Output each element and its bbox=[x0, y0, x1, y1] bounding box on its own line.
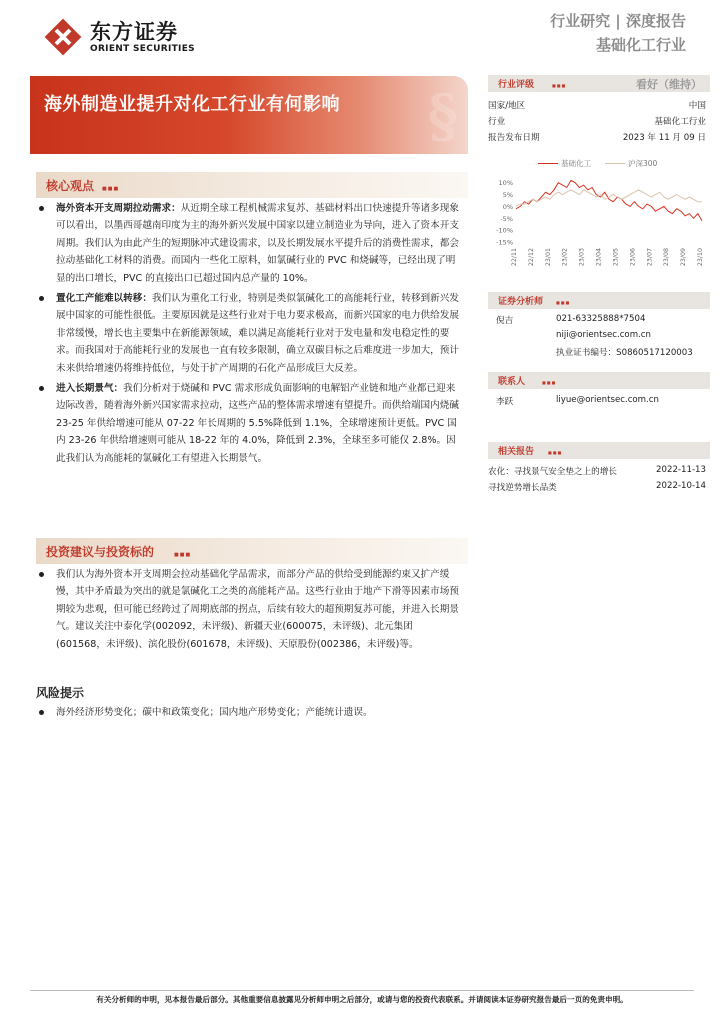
core-heading: 核心观点 bbox=[46, 179, 95, 193]
x-tick-label: 23/07 bbox=[646, 248, 654, 267]
y-tick-label: -10% bbox=[496, 226, 513, 235]
x-tick-label: 23/09 bbox=[680, 248, 688, 267]
title-banner bbox=[30, 76, 468, 154]
contact-email[interactable]: liyue@orientsec.com.cn bbox=[556, 395, 659, 405]
dots-decoration: ■■■ bbox=[542, 380, 557, 385]
legend-label: 基础化工 bbox=[561, 159, 591, 168]
chart-legend bbox=[538, 158, 657, 169]
x-tick-label: 23/10 bbox=[697, 248, 704, 267]
x-tick-label: 23/04 bbox=[595, 248, 603, 267]
invest-bullet-text: 我们认为海外资本开支周期会拉动基础化学品需求，而部分产品的供给受到能源约束又扩产缓慢，其中矛盾最为突出的就是氯碱化工之类的高能耗产品。这些行业由于地产下滑等因素市场预期较为悲观，但可能已经跨过了周期底部的拐点，后续有较大的超预期复苏可能，并进入长期景气。建议关注中泰化学(002092，未评级)、新疆天业(600075，未评级)、北元集团(601568，未评级)、滨化股份(601678，未评级)、天原股份(002386，未评级)等。 bbox=[56, 569, 459, 650]
info-key: 报告发布日期 bbox=[488, 133, 540, 143]
core-bullet-lead: 置化工产能难以转移： bbox=[56, 293, 152, 305]
rating-bar bbox=[488, 75, 710, 92]
legend-swatch bbox=[605, 163, 625, 164]
x-tick-label: 22/11 bbox=[511, 248, 518, 267]
invest-heading: 投资建议与投资标的 bbox=[46, 545, 155, 559]
analyst-email[interactable]: niji@orientsec.com.cn bbox=[556, 330, 651, 340]
core-section-header bbox=[36, 172, 468, 198]
report-category: 行业研究 | 深度报告 bbox=[550, 12, 686, 30]
series-line-0 bbox=[516, 180, 702, 220]
invest-section-header bbox=[36, 538, 468, 564]
x-tick-label: 23/03 bbox=[578, 248, 586, 267]
dots-decoration: ■■■ bbox=[102, 186, 120, 192]
info-value: 2023 年 11 月 09 日 bbox=[622, 133, 706, 143]
logo-mark-icon bbox=[44, 18, 82, 56]
info-row bbox=[488, 99, 706, 111]
dots-decoration: ■■■ bbox=[556, 300, 571, 305]
core-bullet-text: 从近期全球工程机械需求复苏、基础材料出口快速提升等诸多现象可以看出，以墨西哥越南印度为主的海外新兴发展中国家以建立制造业为导向，进入了资本开支周期。我们认为由此产生的短期脉冲式建设需求，以及长期发展水平提升后的消费性需求，都会拉动基础化工材料的消费。而国内一些化工原料，如氯碱行业的 PVC 和烧碱等，已经出现了明显的出口增长，PVC 的直接出口已超过国内总产量的 10%。 bbox=[56, 203, 459, 284]
dots-decoration: ■■■ bbox=[174, 552, 192, 558]
x-tick-label: 23/01 bbox=[544, 248, 552, 267]
info-value: 中国 bbox=[688, 101, 706, 111]
core-bullet bbox=[36, 290, 462, 377]
footer-divider bbox=[30, 990, 694, 991]
analyst-phone: 021-63325888*7504 bbox=[556, 314, 646, 324]
rating-value: 看好（维持） bbox=[636, 78, 702, 91]
risk-heading: 风险提示 bbox=[36, 686, 85, 700]
info-key: 行业 bbox=[488, 117, 506, 127]
report-type bbox=[550, 10, 686, 58]
core-bullet-lead: 进入长期景气： bbox=[56, 383, 124, 395]
analyst-name: 倪吉 bbox=[496, 316, 514, 326]
x-tick-label: 23/05 bbox=[612, 248, 620, 267]
analyst-label: 证券分析师 bbox=[498, 297, 544, 307]
core-bullet-text: 我们认为重化工行业，特别是类似氯碱化工的高能耗行业，转移到新兴发展中国家的可能性很低。主要原因就是这些行业对于电力要求极高，而新兴国家的电力供给发展非常缓慢，增长也主要集中在新能源领域，难以满足高能耗行业对于发电量和发电稳定性的要求。而我国对于高能耗行业的发展也一直有较多限制，确立双碳目标之后难度进一步加大，预计未来供给增速仍将维持低位，与处于扩产周期的石化产品形成巨大反差。 bbox=[56, 293, 459, 374]
banner-decoration: § bbox=[427, 82, 458, 150]
core-bullet-text: 我们分析对于烧碱和 PVC 需求形成负面影响的电解铝产业链和地产业都已迎来边际改善，随着海外新兴国家需求拉动，这些产品的整体需求增速有望提升。而供给端国内烧碱 23-25 年供给增速可能从 07-22 年长周期的 5.5%降低到 1.1%，全球增速预计更低。PVC 国内 23-26 年供给增速则可能从 18-22 年的 4.0%，降低到 2.3%，全球至多可能仅 2.8%。因此我们认为高能耗的氯碱化工有望进入长期景气。 bbox=[56, 383, 459, 464]
report-industry: 基础化工行业 bbox=[595, 36, 686, 54]
info-row bbox=[488, 115, 706, 127]
risk-bullet bbox=[36, 704, 462, 721]
y-tick-label: -5% bbox=[500, 214, 513, 223]
legend-label: 沪深300 bbox=[628, 159, 658, 168]
legend-swatch bbox=[538, 163, 558, 164]
analyst-bar bbox=[488, 292, 710, 309]
related-report-row[interactable] bbox=[488, 465, 706, 477]
x-tick-label: 22/12 bbox=[527, 248, 535, 267]
risk-bullet-text: 海外经济形势变化；碳中和政策变化；国内地产形势变化；产能统计遗误。 bbox=[56, 707, 373, 718]
related-report-date: 2022-11-13 bbox=[656, 465, 706, 475]
y-tick-label: 5% bbox=[502, 191, 513, 200]
rating-label: 行业评级 bbox=[498, 80, 535, 90]
related-report-date: 2022-10-14 bbox=[656, 481, 706, 491]
info-key: 国家/地区 bbox=[488, 101, 526, 111]
performance-chart bbox=[488, 170, 710, 282]
footer-disclaimer: 有关分析师的申明，见本报告最后部分。其他重要信息披露见分析师申明之后部分，或请与您的投资代表联系。并请阅读本证券研究报告最后一页的免责申明。 bbox=[96, 995, 628, 1004]
risk-bullets bbox=[36, 704, 462, 724]
core-bullet-lead: 海外资本开支周期拉动需求： bbox=[56, 203, 181, 214]
core-bullet bbox=[36, 200, 462, 287]
analyst-cert: 执业证书编号：S0860517120003 bbox=[556, 348, 693, 358]
logo-name-cn: 东方证券 bbox=[90, 19, 178, 44]
x-tick-label: 23/02 bbox=[561, 248, 569, 267]
related-report-row[interactable] bbox=[488, 481, 706, 493]
related-report-title[interactable]: 农化：寻找景气安全垫之上的增长 bbox=[488, 467, 617, 477]
y-tick-label: 10% bbox=[498, 179, 513, 188]
invest-bullets bbox=[36, 566, 462, 656]
related-label: 相关报告 bbox=[498, 447, 535, 457]
core-bullet bbox=[36, 380, 462, 467]
series-line-1 bbox=[516, 190, 702, 207]
y-tick-label: 0% bbox=[502, 202, 513, 211]
related-report-title[interactable]: 寻找逆势增长品类 bbox=[488, 483, 557, 493]
info-value: 基础化工行业 bbox=[654, 117, 706, 127]
company-logo bbox=[44, 18, 195, 56]
report-title: 海外制造业提升对化工行业有何影响 bbox=[44, 94, 340, 115]
dots-decoration: ■■■ bbox=[548, 450, 563, 455]
contact-label: 联系人 bbox=[498, 377, 526, 387]
core-bullets bbox=[36, 200, 462, 470]
invest-bullet bbox=[36, 566, 462, 653]
x-tick-label: 23/06 bbox=[629, 248, 637, 267]
related-bar bbox=[488, 442, 710, 459]
contact-name: 李跃 bbox=[496, 397, 514, 407]
contact-bar bbox=[488, 372, 710, 389]
dots-decoration: ■■■ bbox=[552, 83, 567, 88]
logo-name-en: ORIENT SECURITIES bbox=[90, 43, 195, 54]
info-row bbox=[488, 131, 706, 143]
y-tick-label: -15% bbox=[496, 238, 513, 247]
x-tick-label: 23/08 bbox=[663, 248, 671, 267]
